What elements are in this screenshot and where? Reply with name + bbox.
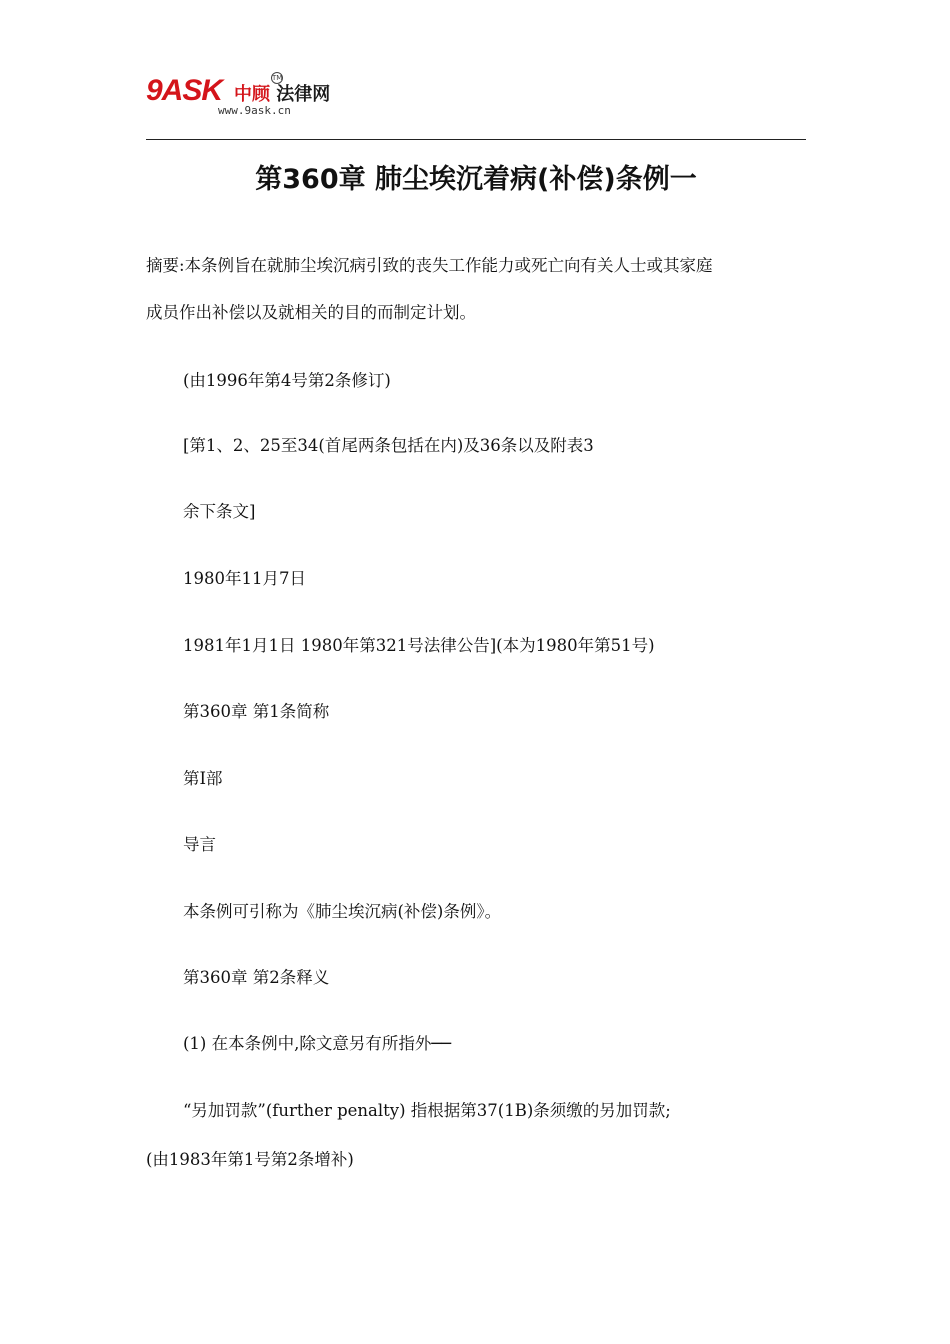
- logo-name: [234, 80, 330, 106]
- paragraph: 1980年11月7日: [183, 569, 306, 588]
- site-logo[interactable]: [146, 70, 336, 122]
- paragraph: (由1983年第1号第2条增补): [146, 1150, 354, 1169]
- part-heading: 第I部: [183, 769, 223, 788]
- logo-name-a: 中顾: [234, 84, 270, 105]
- abstract-line-1: 摘要:本条例旨在就肺尘埃沉病引致的丧失工作能力或死亡向有关人士或其家庭: [146, 256, 713, 275]
- logo-url: www.9ask.cn: [218, 104, 291, 117]
- paragraph: 本条例可引称为《肺尘埃沉病(补偿)条例》。: [183, 902, 502, 921]
- part-subheading: 导言: [183, 835, 216, 854]
- definition-paragraph: “另加罚款”(further penalty) 指根据第37(1B)条须缴的另加罚款;: [183, 1101, 671, 1120]
- section-heading: 第360章 第2条释义: [183, 968, 330, 987]
- logo-mark: 9ASK: [146, 74, 223, 107]
- abstract-line-2: 成员作出补偿以及就相关的目的而制定计划。: [146, 303, 476, 322]
- paragraph: (1) 在本条例中,除文意另有所指外──: [183, 1034, 452, 1053]
- header-divider: [146, 139, 806, 140]
- paragraph: (由1996年第4号第2条修订): [183, 371, 391, 390]
- paragraph: [第1、2、25至34(首尾两条包括在内)及36条以及附表3: [183, 436, 594, 455]
- paragraph: 1981年1月1日 1980年第321号法律公告](本为1980年第51号): [183, 636, 655, 655]
- section-heading: 第360章 第1条简称: [183, 702, 330, 721]
- document-title: 第360章 肺尘埃沉着病(补偿)条例一: [255, 164, 697, 195]
- logo-name-b: 法律网: [276, 84, 331, 105]
- trademark-icon: TM: [272, 74, 283, 82]
- paragraph: 余下条文]: [183, 502, 256, 521]
